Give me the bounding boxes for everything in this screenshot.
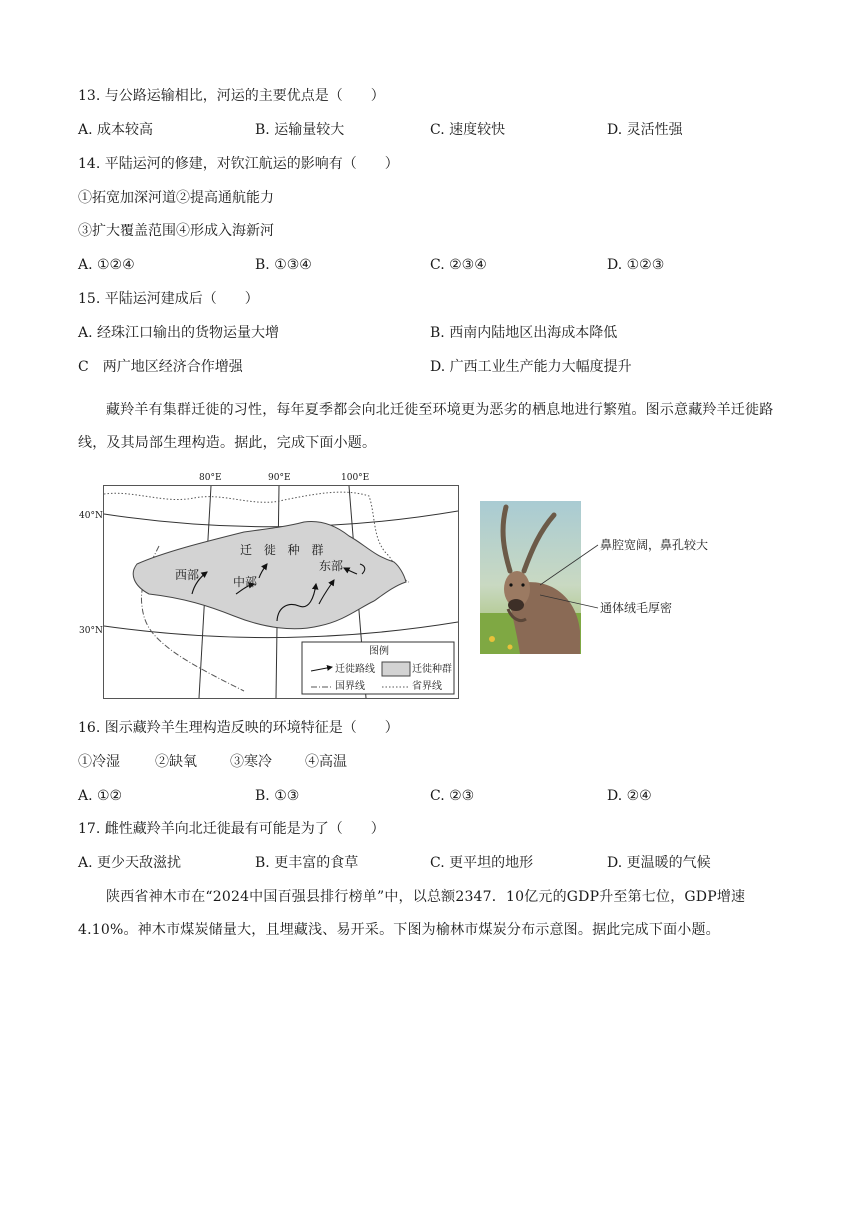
q14-option-d: D. ①②③ xyxy=(607,257,665,273)
q16-statement-2: ②缺氧 xyxy=(155,754,197,770)
lat-label-40: 40°N xyxy=(79,511,103,521)
migration-map-graphic xyxy=(104,486,458,698)
legend-province-label: 省界线 xyxy=(412,681,442,692)
central-region-label: 中部 xyxy=(233,575,258,589)
legend-title: 图例 xyxy=(369,646,389,657)
q14-option-c: C. ②③④ xyxy=(430,257,487,273)
migration-map xyxy=(103,485,459,699)
tibetan-antelope-intro: 藏羚羊有集群迁徙的习性，每年夏季都会向北迁徙至环境更为恶劣的栖息地进行繁殖。图示意藏羚羊迁徙路线，及其局部生理构造。据此，完成下面小题。 xyxy=(78,402,774,451)
q17-option-a: A. 更少天敌滋扰 xyxy=(78,855,182,871)
q16-statement-4: ④高温 xyxy=(305,754,347,770)
shenmu-intro: 陕西省神木市在“2024中国百强县排行榜单”中，以总额2347．10亿元的GDP升至第七位，GDP增速4.10%。神木市煤炭储量大，且埋藏浅、易开采。下图为榆林市煤炭分布示意图。据此完成下面小题。 xyxy=(78,889,746,938)
q13-stem: 13. 与公路运输相比，河运的主要优点是（ ） xyxy=(78,88,385,104)
q16-option-d: D. ②④ xyxy=(607,788,652,804)
q16-option-c: C. ②③ xyxy=(430,788,475,804)
q14-statement-1: ①拓宽加深河道②提高通航能力 xyxy=(78,190,274,206)
lon-label-100: 100°E xyxy=(341,473,370,483)
q14-option-a: A. ①②④ xyxy=(78,257,135,273)
q14-stem: 14. 平陆运河的修建，对钦江航运的影响有（ ） xyxy=(78,156,399,172)
legend-border-label: 国界线 xyxy=(335,681,365,692)
lat-40-line xyxy=(104,511,458,527)
q13-option-c: C. 速度较快 xyxy=(430,122,506,138)
lat-label-30: 30°N xyxy=(79,626,103,636)
fur-callout: 通体绒毛厚密 xyxy=(600,601,673,615)
population-label: 迁 徙 种 群 xyxy=(240,543,328,557)
q14-statement-2: ③扩大覆盖范围④形成入海新河 xyxy=(78,223,274,239)
q17-option-c: C. 更平坦的地形 xyxy=(430,855,534,871)
q13-option-b: B. 运输量较大 xyxy=(255,122,345,138)
q15-option-d: D. 广西工业生产能力大幅度提升 xyxy=(430,359,632,375)
west-region-label: 西部 xyxy=(175,568,200,582)
q17-option-d: D. 更温暖的气候 xyxy=(607,855,711,871)
q17-option-b: B. 更丰富的食草 xyxy=(255,855,359,871)
east-region-label: 东部 xyxy=(319,559,344,573)
nasal-callout: 鼻腔宽阔，鼻孔较大 xyxy=(600,538,709,552)
legend-population-label: 迁徙种群 xyxy=(412,664,452,675)
callout-lines xyxy=(540,540,600,615)
q17-stem: 17. 雌性藏羚羊向北迁徙最有可能是为了（ ） xyxy=(78,821,385,837)
q16-statement-3: ③寒冷 xyxy=(230,754,272,770)
q13-option-d: D. 灵活性强 xyxy=(607,122,683,138)
legend-population-symbol xyxy=(382,662,410,676)
q13-option-a: A. 成本较高 xyxy=(78,122,154,138)
q16-option-a: A. ①② xyxy=(78,788,123,804)
q15-option-a: A. 经珠江口输出的货物运量大增 xyxy=(78,325,280,341)
q14-option-b: B. ①③④ xyxy=(255,257,312,273)
q16-statement-1: ①冷湿 xyxy=(78,754,120,770)
q15-stem: 15. 平陆运河建成后（ ） xyxy=(78,291,259,307)
q15-option-b: B. 西南内陆地区出海成本降低 xyxy=(430,325,618,341)
q16-stem: 16. 图示藏羚羊生理构造反映的环境特征是（ ） xyxy=(78,720,399,736)
legend-route-label: 迁徙路线 xyxy=(335,664,375,675)
lon-label-80: 80°E xyxy=(199,473,222,483)
lon-label-90: 90°E xyxy=(268,473,291,483)
q15-option-c: C 两广地区经济合作增强 xyxy=(78,359,243,375)
q16-option-b: B. ①③ xyxy=(255,788,300,804)
